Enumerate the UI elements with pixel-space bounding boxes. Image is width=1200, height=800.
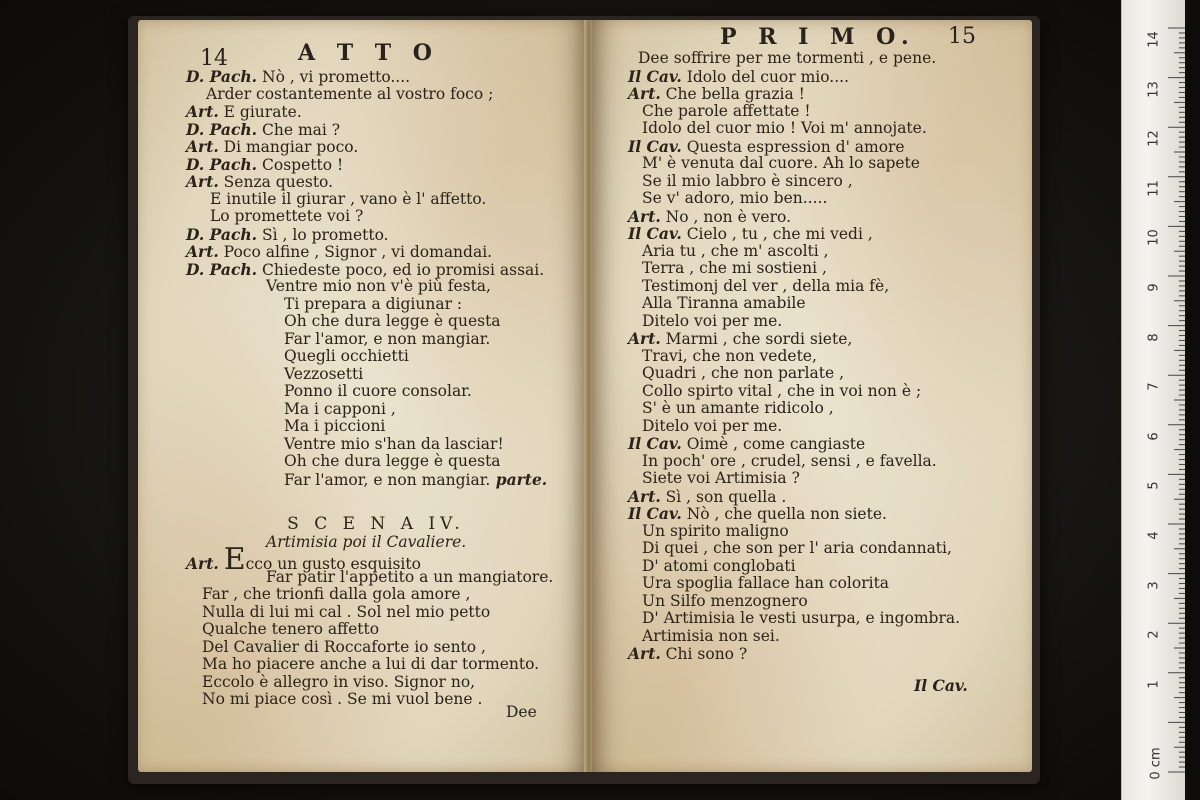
left-scene-block bbox=[186, 516, 566, 709]
text-line bbox=[186, 348, 547, 366]
text-line bbox=[186, 208, 547, 226]
text-line bbox=[628, 383, 960, 401]
text-line bbox=[628, 645, 960, 663]
text-line bbox=[628, 400, 960, 418]
text-line bbox=[628, 558, 960, 576]
line-text: Quadri , che non parlate , bbox=[642, 364, 845, 382]
line-text: Nò , vi prometto.... bbox=[257, 68, 411, 86]
line-text: Ventre mio non v'è più festa, bbox=[266, 277, 491, 295]
line-text: Poco alfine , Signor , vi domandai. bbox=[218, 243, 493, 261]
text-line bbox=[628, 190, 960, 208]
text-line bbox=[628, 505, 960, 523]
line-text: Aria tu , che m' ascolti , bbox=[642, 241, 829, 260]
text-line: Nulla di lui mi cal . Sol nel mio petto bbox=[202, 602, 491, 621]
ruler-edge bbox=[1185, 0, 1200, 800]
line-text: Un Silfo menzognero bbox=[642, 591, 808, 610]
text-line bbox=[186, 226, 547, 244]
right-running-head: P R I M O. bbox=[720, 24, 916, 50]
ruler-label: 9 bbox=[1146, 283, 1162, 292]
text-line bbox=[186, 471, 547, 489]
line-text: No , non è vero. bbox=[660, 207, 792, 226]
speaker-label: Art. bbox=[186, 554, 219, 573]
text-line bbox=[628, 575, 960, 593]
line-text: Quegli occhietti bbox=[284, 347, 409, 365]
text-line bbox=[186, 383, 547, 401]
text-line bbox=[186, 278, 547, 296]
ruler-label: 5 bbox=[1146, 481, 1162, 491]
text-line bbox=[628, 208, 960, 226]
speaker-label: Il Cav. bbox=[628, 66, 682, 86]
speaker-label: D. Pach. bbox=[186, 154, 258, 174]
text-line bbox=[628, 330, 960, 348]
text-line bbox=[186, 68, 547, 86]
ruler-unit-label: 0 cm bbox=[1148, 747, 1164, 780]
speaker-label: Art. bbox=[628, 84, 661, 103]
line-text: Senza questo. bbox=[218, 173, 334, 191]
text-line: Del Cavalier di Roccaforte io sento , bbox=[202, 637, 486, 656]
text-line bbox=[628, 295, 960, 313]
text-line: Far , che trionfi dalla gola amore , bbox=[202, 585, 471, 603]
line-text: D' atomi conglobati bbox=[642, 556, 796, 575]
line-text: Ponno il cuore consolar. bbox=[284, 382, 472, 400]
text-line bbox=[628, 68, 960, 86]
text-line bbox=[186, 86, 547, 104]
line-text: Dee soffrire per me tormenti , e pene. bbox=[638, 49, 937, 67]
line-text: Sì , lo prometto. bbox=[257, 225, 389, 244]
line-text: Marmi , che sordi siete, bbox=[660, 330, 853, 348]
text-line bbox=[628, 243, 960, 261]
text-line bbox=[186, 243, 547, 261]
line-text: Ditelo voi per me. bbox=[642, 311, 783, 330]
text-line bbox=[186, 121, 547, 139]
text-line bbox=[628, 418, 960, 436]
speaker-label: Art. bbox=[628, 486, 661, 506]
speaker-label: D. Pach. bbox=[186, 224, 258, 244]
speaker-label: D. Pach. bbox=[186, 259, 258, 279]
line-text: Oimè , come cangiaste bbox=[681, 435, 866, 453]
ruler-label: 2 bbox=[1146, 630, 1162, 639]
text-line bbox=[186, 261, 547, 279]
text-line bbox=[628, 173, 960, 191]
line-text: Arder costantemente al vostro foco ; bbox=[206, 84, 494, 103]
measuring-ruler bbox=[1121, 0, 1186, 800]
text-line bbox=[628, 628, 960, 646]
line-text: Ditelo voi per me. bbox=[642, 416, 783, 435]
left-page bbox=[138, 20, 586, 772]
line-text: M' è venuta dal cuore. Ah lo sapete bbox=[642, 154, 920, 172]
ruler-label: 3 bbox=[1146, 580, 1162, 590]
text-line: No mi piace così . Se mi vuol bene . bbox=[202, 690, 483, 708]
text-line bbox=[186, 296, 547, 314]
text-line bbox=[628, 313, 960, 331]
text-line bbox=[628, 278, 960, 296]
text-line bbox=[628, 260, 960, 278]
line-text: Ma i piccioni bbox=[284, 417, 386, 435]
line-text: Vezzosetti bbox=[284, 364, 364, 383]
line-text: Idolo del cuor mio.... bbox=[681, 67, 850, 86]
line-text: Nò , che quella non siete. bbox=[681, 505, 887, 523]
speaker-label: Il Cav. bbox=[628, 136, 682, 156]
text-line bbox=[186, 103, 547, 121]
line-text: Di mangiar poco. bbox=[218, 138, 359, 156]
line-text: Artimisia non sei. bbox=[642, 626, 780, 645]
text-line bbox=[628, 138, 960, 156]
text-line bbox=[186, 138, 547, 156]
ruler-label: 8 bbox=[1146, 332, 1162, 342]
scene-heading: S C E N A IV. bbox=[287, 514, 465, 534]
line-text: Ti prepara a digiunar : bbox=[284, 294, 463, 313]
speaker-label: Art. bbox=[628, 644, 661, 663]
line-text: S' è un amante ridicolo , bbox=[642, 399, 834, 417]
line-text: Che parole affettate ! bbox=[642, 101, 811, 120]
speaker-label: D. Pach. bbox=[186, 119, 258, 139]
text-line bbox=[186, 173, 547, 191]
ruler-label: 12 bbox=[1146, 130, 1162, 147]
line-text: Cospetto ! bbox=[257, 155, 344, 174]
line-text: Sì , son quella . bbox=[660, 487, 787, 506]
left-page-number: 14 bbox=[200, 46, 228, 71]
ruler-label: 1 bbox=[1146, 680, 1162, 689]
ruler-label: 7 bbox=[1146, 382, 1162, 391]
text-line bbox=[186, 453, 547, 471]
line-text: Che mai ? bbox=[257, 120, 341, 139]
speaker-label: Art. bbox=[186, 242, 219, 261]
stage-direction: parte. bbox=[490, 469, 548, 489]
left-page-text bbox=[186, 68, 547, 488]
ruler-label: 4 bbox=[1146, 531, 1162, 540]
line-text: Un spirito maligno bbox=[642, 521, 789, 540]
text-line bbox=[628, 523, 960, 541]
text-line bbox=[628, 50, 960, 68]
left-catchword: Dee bbox=[506, 703, 537, 721]
text-line bbox=[628, 103, 960, 121]
text-line: Qualche tenero affetto bbox=[202, 620, 380, 638]
speaker-label: Art. bbox=[186, 102, 219, 121]
left-running-head: A T T O bbox=[298, 40, 439, 66]
line-text: Testimonj del ver , della mia fè, bbox=[642, 276, 890, 295]
ruler-label: 14 bbox=[1146, 31, 1162, 48]
text-line bbox=[186, 436, 547, 454]
drop-cap-text: cco un gusto esquisito bbox=[245, 555, 421, 573]
text-line: Eccolo è allegro in viso. Signor no, bbox=[202, 672, 476, 691]
line-text: Se il mio labbro è sincero , bbox=[642, 171, 853, 190]
speaker-label: Il Cav. bbox=[628, 224, 682, 243]
line-text: Travi, che non vedete, bbox=[642, 346, 817, 365]
right-page-number: 15 bbox=[948, 24, 976, 49]
speaker-label: Art. bbox=[186, 172, 219, 191]
drop-cap-letter: E bbox=[223, 542, 246, 577]
line-text: Terra , che mi sostieni , bbox=[642, 259, 827, 277]
text-line bbox=[186, 156, 547, 174]
line-text: Chi sono ? bbox=[660, 645, 748, 663]
line-text: Chiedeste poco, ed io promisi assai. bbox=[257, 260, 545, 279]
line-text: Siete voi Artimisia ? bbox=[642, 469, 800, 487]
text-line bbox=[186, 331, 547, 349]
line-text: Oh che dura legge è questa bbox=[284, 312, 501, 330]
line-text: Idolo del cuor mio ! Voi m' annojate. bbox=[642, 119, 927, 137]
right-catchword: Il Cav. bbox=[914, 676, 968, 695]
text-line bbox=[628, 225, 960, 243]
text-line bbox=[186, 418, 547, 436]
speaker-label: Il Cav. bbox=[628, 434, 682, 453]
text-line bbox=[186, 401, 547, 419]
ruler-label: 6 bbox=[1146, 432, 1162, 441]
text-line bbox=[628, 85, 960, 103]
speaker-label: Art. bbox=[628, 206, 661, 226]
text-line bbox=[186, 313, 547, 331]
right-page bbox=[592, 20, 1032, 772]
line-text: Lo promettete voi ? bbox=[210, 207, 364, 225]
line-text: D' Artimisia le vesti usurpa, e ingombra. bbox=[642, 609, 961, 627]
line-text: Se v' adoro, mio ben..... bbox=[642, 189, 828, 207]
line-text: Che bella grazia ! bbox=[660, 85, 805, 103]
ruler-label: 10 bbox=[1146, 229, 1162, 247]
text-line bbox=[628, 540, 960, 558]
right-page-text bbox=[628, 50, 960, 663]
speaker-label: Art. bbox=[628, 329, 661, 348]
text-line bbox=[186, 191, 547, 209]
text-line bbox=[628, 155, 960, 173]
line-text: Alla Tiranna amabile bbox=[642, 294, 806, 312]
line-text: Ura spoglia fallace han colorita bbox=[642, 574, 890, 592]
speaker-label: Il Cav. bbox=[628, 504, 682, 523]
line-text: Di quei , che son per l' aria condannati, bbox=[642, 539, 952, 557]
text-line bbox=[628, 365, 960, 383]
speaker-label: D. Pach. bbox=[186, 67, 258, 86]
line-text: Questa espression d' amore bbox=[681, 137, 905, 156]
line-text: Far l'amor, e non mangiar. bbox=[284, 329, 491, 348]
line-text: Oh che dura legge è questa bbox=[284, 452, 501, 470]
line-text: In poch' ore , crudel, sensi , e favella. bbox=[642, 451, 937, 470]
scene-direction: Artimisia poi il Cavaliere. bbox=[266, 532, 467, 551]
line-text: Ventre mio s'han da lasciar! bbox=[284, 434, 504, 453]
drop-cap-line-2: Far patir l'appetito a un mangiatore. bbox=[266, 567, 554, 586]
text-line bbox=[628, 610, 960, 628]
line-text: Cielo , tu , che mi vedi , bbox=[681, 225, 873, 243]
text-line bbox=[628, 470, 960, 488]
speaker-label: Art. bbox=[186, 137, 219, 156]
left-after-lines bbox=[186, 586, 566, 709]
line-text: E inutile il giurar , vano è l' affetto. bbox=[210, 189, 487, 208]
text-line: Ma ho piacere anche a lui di dar tormento. bbox=[202, 655, 540, 673]
ruler-label: 13 bbox=[1146, 80, 1162, 98]
text-line bbox=[628, 488, 960, 506]
text-line bbox=[186, 366, 547, 384]
line-text: E giurate. bbox=[218, 103, 302, 121]
line-text: Far l'amor, e non mangiar. bbox=[284, 470, 491, 489]
text-line bbox=[628, 593, 960, 611]
text-line bbox=[628, 348, 960, 366]
text-line bbox=[628, 453, 960, 471]
text-line bbox=[628, 435, 960, 453]
ruler-label: 11 bbox=[1146, 180, 1162, 197]
line-text: Collo spirto vital , che in voi non è ; bbox=[642, 381, 922, 400]
line-text: Ma i capponi , bbox=[284, 399, 396, 418]
text-line bbox=[628, 120, 960, 138]
